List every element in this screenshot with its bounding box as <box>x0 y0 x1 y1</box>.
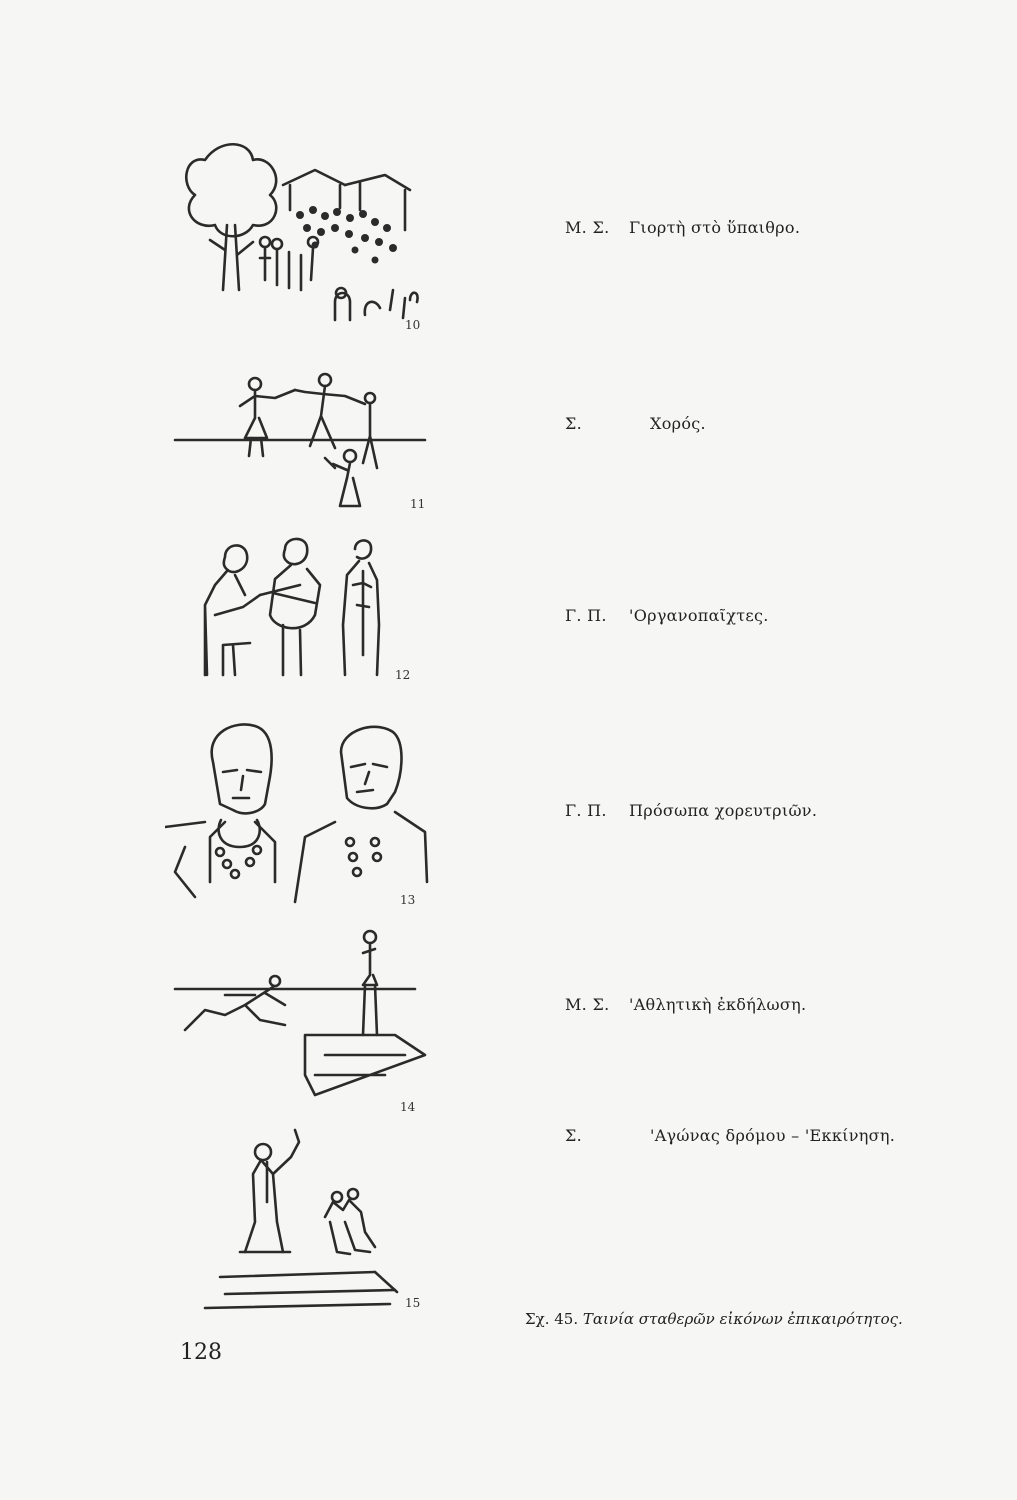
caption-code: Σ. <box>565 1126 582 1145</box>
caption-code: Σ. <box>565 414 582 433</box>
frame-10-number: 10 <box>405 318 421 332</box>
dancers-faces-drawing <box>165 712 445 910</box>
festival-drawing <box>165 130 445 340</box>
frame-14-number: 14 <box>400 1100 416 1114</box>
figure-label: Σχ. 45. <box>525 1310 579 1328</box>
caption-text: 'Αθλητικὴ ἐκδήλωση. <box>629 995 807 1014</box>
caption-code: Μ. Σ. <box>565 995 610 1014</box>
caption-text: 'Αγώνας δρόμου – 'Εκκίνηση. <box>650 1126 896 1145</box>
caption-frame-11 <box>565 414 706 433</box>
caption-frame-15 <box>565 1126 895 1145</box>
caption-text: 'Οργανοπαῖχτες. <box>629 606 769 625</box>
frame-15-illustration <box>165 1122 445 1310</box>
caption-frame-12 <box>565 606 769 625</box>
frame-12-illustration <box>165 535 445 683</box>
figure-title: Ταινία σταθερῶν εἰκόνων ἐπικαιρότητος. <box>582 1310 903 1328</box>
race-start-drawing <box>165 1122 445 1310</box>
caption-frame-10 <box>565 218 800 237</box>
caption-text: Γιορτὴ στὸ ὕπαιθρο. <box>629 218 801 237</box>
frame-15-number: 15 <box>405 1296 421 1310</box>
caption-text: Χορός. <box>650 414 706 433</box>
figure-caption <box>525 1310 903 1328</box>
caption-frame-13 <box>565 801 817 820</box>
frame-14-illustration <box>165 925 445 1103</box>
caption-frame-14 <box>565 995 806 1014</box>
page-number: 128 <box>180 1340 222 1365</box>
athletics-drawing <box>165 925 445 1103</box>
frame-12-number: 12 <box>395 668 411 682</box>
frame-11-number: 11 <box>410 497 426 511</box>
caption-code: Γ. Π. <box>565 801 607 820</box>
frame-11-illustration <box>165 368 445 508</box>
caption-text: Πρόσωπα χορευτριῶν. <box>629 801 818 820</box>
frame-13-number: 13 <box>400 893 416 907</box>
frame-10-illustration <box>165 130 445 340</box>
dance-drawing <box>165 368 445 508</box>
caption-code: Γ. Π. <box>565 606 607 625</box>
musicians-drawing <box>165 535 445 683</box>
frame-13-illustration <box>165 712 445 910</box>
caption-code: Μ. Σ. <box>565 218 610 237</box>
